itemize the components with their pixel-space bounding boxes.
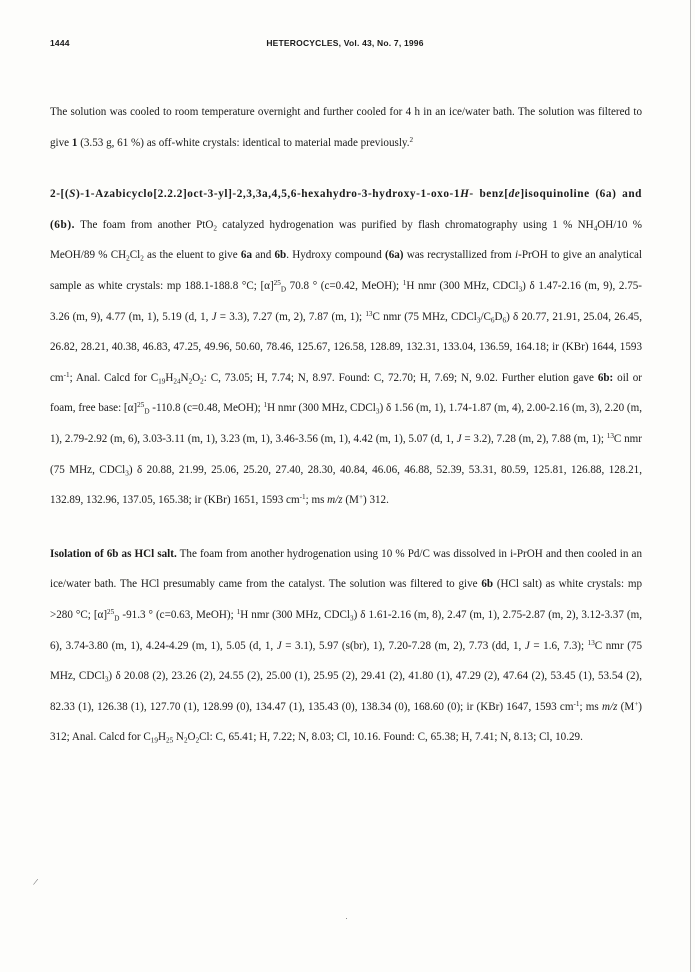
paragraph-filtration: The solution was cooled to room temperature overnight and further cooled for 4 h in an ice/water bath. The solution was filtered to give 1 (3.53 g, 61 %) as off-white crystals: identical to material made previously.$^2$ xyxy=(50,106,642,149)
page-number: 1444 xyxy=(50,38,70,48)
page-edge-line xyxy=(690,0,691,972)
article-body xyxy=(50,97,642,753)
margin-pen-mark: / xyxy=(32,876,39,889)
paragraph-hcl-salt: Isolation of 6b as HCl salt. The foam from another hydrogenation using 10 % Pd/C was dissolved in i-PrOH and then cooled in an ice/water bath. The HCl presumably came from the catalyst. The solution was filtered to give 6b (HCl salt) as white crystals: mp >280 °C; $[\alpha]^{25}_D$ -91.3 ° (c=0.63, MeOH); $^1$H nmr (300 MHz, CDCl$_3$) δ 1.61-2.16 (m, 8), 2.47 (m, 1), 2.75-2.87 (m, 2), 3.12-3.37 (m, 6), 3.74-3.80 (m, 1), 4.24-4.29 (m, 1), 5.05 (d, 1, J = 3.1), 5.97 (s(br), 1), 7.20-7.28 (m, 2), 7.73 (dd, 1, J = 1.6, 7.3); $^{13}$C nmr (75 MHz, CDCl$_3$) δ 20.08 (2), 23.26 (2), 24.55 (2), 25.00 (1), 25.95 (2), 29.41 (2), 41.80 (1), 47.29 (2), 47.64 (2), 53.45 (1), 53.54 (2), 82.33 (1), 126.38 (1), 127.70 (1), 128.99 (0), 134.47 (1), 135.43 (0), 138.34 (0), 168.60 (0); ir (KBr) 1647, 1593 $cm^{-1}$; ms m/z (M+) 312; Anal. Calcd for $C_{19}H_{25}$ $N_2O_2Cl$: C, 65.41; H, 7.22; N, 8.03; Cl, 10.16. Found: C, 65.38; H, 7.41; N, 8.13; Cl, 10.29. xyxy=(50,547,642,745)
scan-speck xyxy=(346,918,347,919)
paragraph-compound-6a-6b: 2-[(S)-1-Azabicyclo[2.2.2]oct-3-yl]-2,3,3a,4,5,6-hexahydro-3-hydroxy-1-oxo-1H- benz[de]isoquinoline (6a) and (6b). The foam from another PtO$_2$ catalyzed hydrogenation was purified by flash chromatography using 1 % $NH_4OH/10$ % MeOH/89 % $CH_2Cl_2$ as the eluent to give 6a and 6b. Hydroxy compound (6a) was recrystallized from i-PrOH to give an analytical sample as white crystals: mp 188.1-188.8 °C; $[\alpha]^{25}_D$ 70.8 ° (c=0.42, MeOH); $^1$H nmr (300 MHz, CDCl$_3$) δ 1.47-2.16 (m, 9), 2.75-3.26 (m, 9), 4.77 (m, 1), 5.19 (d, 1, J = 3.3), 7.27 (m, 2), 7.87 (m, 1); $^{13}$C nmr (75 MHz, $CDCl_3/C_6D_6$) δ 20.77, 21.91, 25.04, 26.45, 26.82, 28.21, 40.38, 46.83, 47.25, 49.96, 50.60, 78.46, 125.67, 126.58, 128.89, 132.31, 133.04, 136.59, 164.18; ir (KBr) 1644, 1593 $cm^{-1}$; Anal. Calcd for $C_{19}H_{24}N_2O_2$: C, 73.05; H, 7.74; N, 8.97. Found: C, 72.70; H, 7.69; N, 9.02. Further elution gave 6b: oil or foam, free base: $[\alpha]^{25}_D$ -110.8 (c=0.48, MeOH); $^1$H nmr (300 MHz, CDCl$_3$) δ 1.56 (m, 1), 1.74-1.87 (m, 4), 2.00-2.16 (m, 3), 2.20 (m, 1), 2.79-2.92 (m, 6), 3.03-3.11 (m, 1), 3.23 (m, 1), 3.46-3.56 (m, 1), 4.42 (m, 1), 5.07 (d, 1, J = 3.2), 7.28 (m, 2), 7.88 (m, 1); $^{13}$C nmr (75 MHz, CDCl$_3$) δ 20.88, 21.99, 25.06, 25.20, 27.40, 28.30, 40.84, 46.06, 46.88, 52.39, 53.31, 80.59, 125.81, 126.88, 128.21, 132.89, 132.96, 137.05, 165.38; ir (KBr) 1651, 1593 $cm^{-1}$; ms m/z (M+) 312. xyxy=(50,188,643,507)
running-head: HETEROCYCLES, Vol. 43, No. 7, 1996 xyxy=(266,38,424,48)
compound-ref: 1 xyxy=(71,136,78,149)
section-title-hcl-salt: Isolation of 6b as HCl salt. xyxy=(50,547,177,560)
compound-title: 2-[(S)-1-Azabicyclo[2.2.2]oct-3-yl]-2,3,3a,4,5,6-hexahydro-3-hydroxy-1-oxo-1H- benz[de]isoquinoline (6a) and (6b). xyxy=(50,188,642,231)
citation-ref: 2 xyxy=(409,135,414,144)
page-header xyxy=(50,38,640,52)
